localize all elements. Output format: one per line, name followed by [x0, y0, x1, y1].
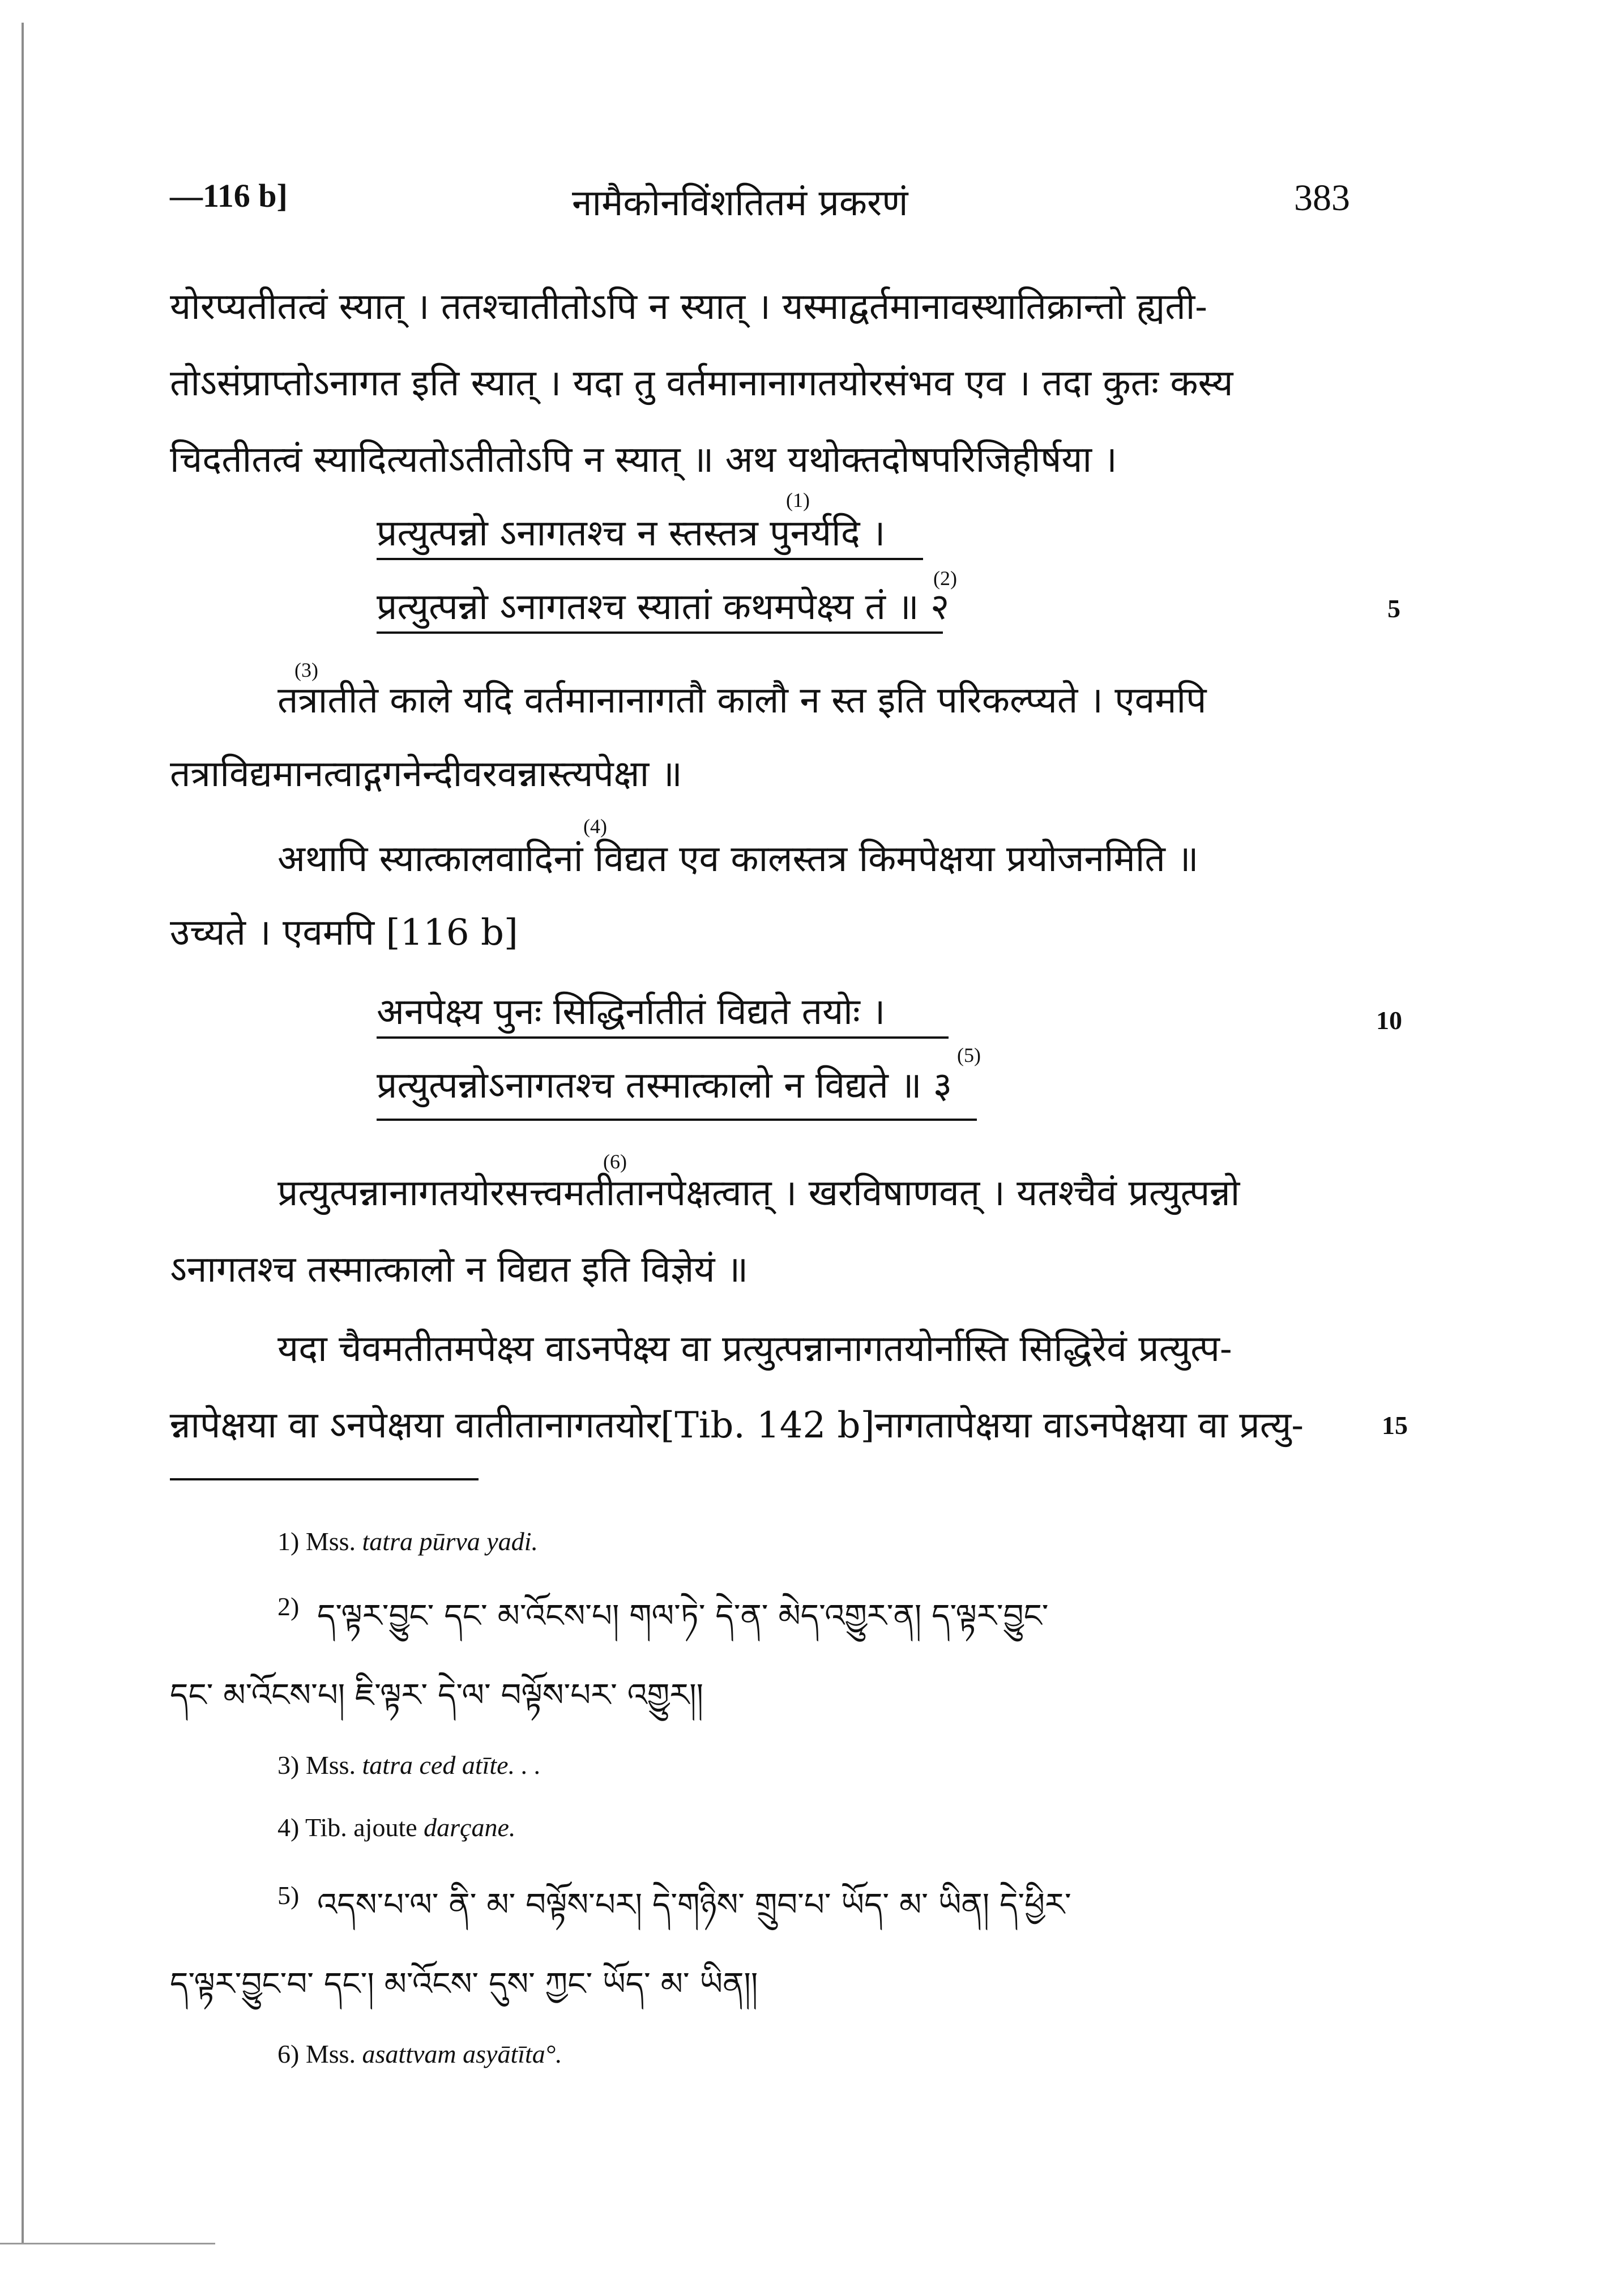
line-number-15: 15: [1382, 1411, 1408, 1440]
page-number: 383: [1294, 177, 1350, 219]
footnote-2-tibetan-line-1: ད་ལྟར་བྱུང་ དང་ མ་འོངས་པ། གལ་ཏེ་ དེ་ན་ མེད་འགྱུར་ན། ད་ལྟར་བྱུང་: [317, 1598, 1049, 1634]
line-number-10: 10: [1376, 1006, 1402, 1035]
footnote-2-tibetan-line-2: དང་ མ་འོངས་པ། ཇི་ལྟར་ དེ་ལ་ བལྟོས་པར་ འགྱུར།།: [170, 1677, 704, 1714]
page-binding-edge: [22, 23, 24, 2243]
footnote-6-label: 6) Mss.: [277, 2039, 356, 2068]
footnote-ref-1: (1): [786, 489, 810, 511]
footnote-3-label: 3) Mss.: [277, 1751, 356, 1779]
prose-line-3: चिदतीतत्वं स्यादित्यतोऽतीतोऽपि न स्यात् ॥ अथ यथोक्तदोषपरिजिहीर्षया ।: [170, 439, 1117, 481]
verse-3-underline-a: [377, 1036, 949, 1039]
footnote-6: [277, 2039, 562, 2069]
footnote-4: [277, 1812, 515, 1842]
footnote-1-label: 1) Mss.: [277, 1527, 356, 1556]
verse-2-underline-b: [377, 631, 943, 634]
footnote-ref-4: (4): [583, 815, 607, 838]
running-head-left: —116 b]: [170, 177, 288, 214]
verse-2-line-a: प्रत्युत्पन्नो ऽनागतश्च न स्तस्तत्र पुनर्यदि ।: [377, 513, 886, 554]
running-head-title: नामैकोनविंशतितमं प्रकरणं: [572, 182, 908, 224]
footnote-6-text: asattvam asyātīta°.: [362, 2039, 562, 2068]
para5-line-1: यदा चैवमतीतमपेक्ष्य वाऽनपेक्ष्य वा प्रत्युत्पन्नानागतयोर्नास्ति सिद्धिरेवं प्रत्युत्प-: [277, 1328, 1232, 1370]
verse-2-underline-a: [377, 558, 923, 560]
prose-line-2: तोऽसंप्राप्तोऽनागत इति स्यात् । यदा तु वर्तमानानागतयोरसंभव एव । तदा कुतः कस्य: [170, 362, 1233, 404]
para3-line-2: उच्यते । एवमपि [116 b]: [170, 912, 518, 954]
verse-3-underline-b: [377, 1119, 977, 1121]
verse-3-line-a: अनपेक्ष्य पुनः सिद्धिर्नातीतं विद्यते तयोः ।: [377, 991, 886, 1033]
para3-line-1: अथापि स्यात्कालवादिनां विद्यत एव कालस्तत्र किमपेक्षया प्रयोजनमिति ॥: [277, 838, 1199, 880]
footnote-5-label: 5): [277, 1881, 300, 1910]
prose-line-1: योरप्यतीतत्वं स्यात् । ततश्चातीतोऽपि न स्यात् । यस्माद्वर्तमानावस्थातिक्रान्तो ह्यती-: [170, 286, 1207, 328]
para2-line-2: तत्राविद्यमानत्वाद्गगनेन्दीवरवन्नास्त्यपेक्षा ॥: [170, 753, 682, 795]
footnote-ref-5: (5): [957, 1044, 981, 1066]
verse-2-line-b: प्रत्युत्पन्नो ऽनागतश्च स्यातां कथमपेक्ष्य तं ॥ २: [377, 586, 950, 628]
footnote-1-text: tatra pūrva yadi.: [362, 1527, 539, 1556]
footnote-ref-6: (6): [603, 1150, 627, 1173]
footnote-5-tibetan-line-1: འདས་པ་ལ་ ནི་ མ་ བལྟོས་པར། དེ་གཉིས་ གྲུབ་པ་ ཡོད་ མ་ ཡིན། དེ་ཕྱིར་: [317, 1887, 1071, 1923]
para4-line-2: ऽनागतश्च तस्मात्कालो न विद्यत इति विज्ञेयं ॥: [170, 1249, 749, 1291]
footnote-2-label: 2): [277, 1592, 300, 1621]
para5-line-2: न्नापेक्षया वा ऽनपेक्षया वातीतानागतयोर[Tib. 142 b]नागतापेक्षया वाऽनपेक्षया वा प्रत्यु-: [170, 1405, 1304, 1446]
footnote-rule: [170, 1478, 479, 1480]
footnote-1: [277, 1526, 538, 1556]
footnote-3-text: tatra ced atīte. . .: [362, 1751, 541, 1779]
line-number-5: 5: [1387, 594, 1400, 623]
page-bottom-edge: [0, 2243, 215, 2244]
footnote-ref-2: (2): [933, 567, 957, 590]
footnote-3: [277, 1750, 541, 1780]
footnote-ref-3: (3): [294, 659, 318, 681]
para2-line-1: तत्रातीते काले यदि वर्तमानानागतौ कालौ न स्त इति परिकल्प्यते । एवमपि: [277, 680, 1207, 722]
footnote-5-tibetan-line-2: ད་ལྟར་བྱུང་བ་ དང་། མ་འོངས་ དུས་ ཀྱང་ ཡོད་ མ་ ཡིན།།: [170, 1966, 758, 2003]
verse-3-line-b: प्रत्युत्पन्नोऽनागतश्च तस्मात्कालो न विद्यते ॥ ३: [377, 1065, 953, 1107]
para4-line-1: प्रत्युत्पन्नानागतयोरसत्त्वमतीतानपेक्षत्वात् । खरविषाणवत् । यतश्चैवं प्रत्युत्पन्नो: [277, 1172, 1240, 1214]
footnote-4-label: 4) Tib. ajoute: [277, 1813, 417, 1842]
footnote-4-text: darçane.: [424, 1813, 516, 1842]
